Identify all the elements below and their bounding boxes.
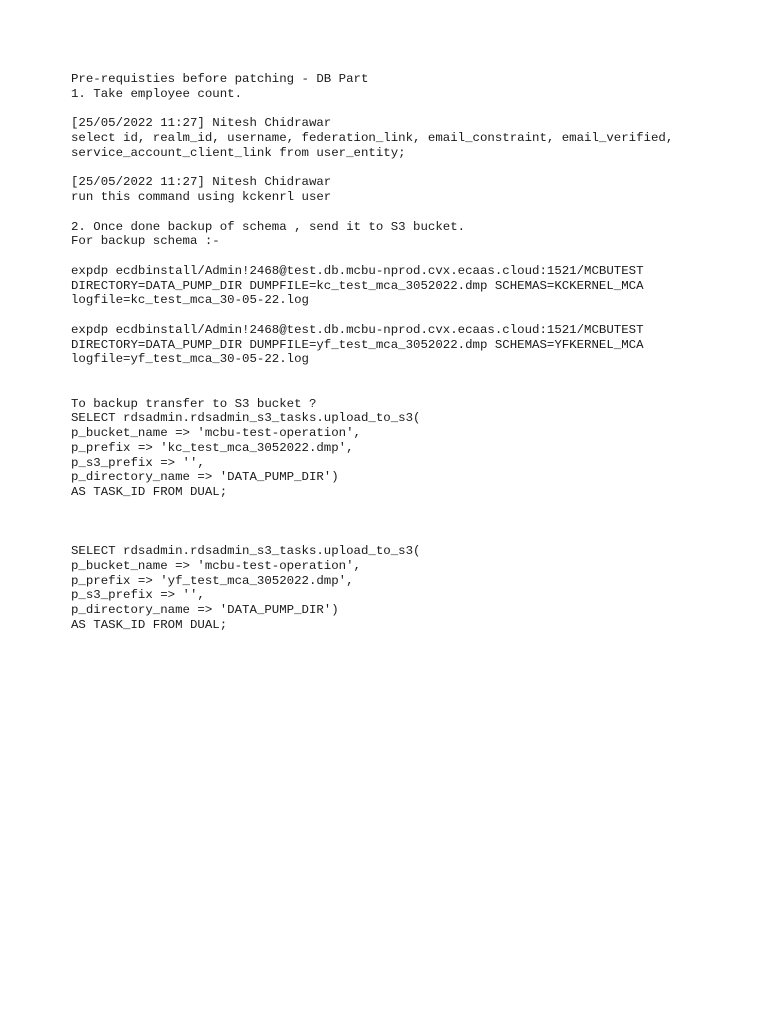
document-text — [71, 72, 751, 633]
blank-line — [71, 102, 751, 117]
document-line: p_bucket_name => 'mcbu-test-operation', — [71, 426, 361, 440]
document-line: AS TASK_ID FROM DUAL; — [71, 485, 228, 499]
blank-line — [71, 515, 751, 530]
document-line: SELECT rdsadmin.rdsadmin_s3_tasks.upload_to_s3( — [71, 411, 421, 426]
document-line: p_bucket_name => 'mcbu-test-operation', — [71, 558, 361, 573]
document-line: For backup schema :- — [71, 234, 220, 249]
blank-line — [71, 308, 751, 323]
document-line: DIRECTORY=DATA_PUMP_DIR DUMPFILE=yf_test_mca_3052022.dmp SCHEMAS=YFKERNEL_MCA — [71, 337, 644, 352]
blank-line — [71, 500, 751, 515]
document-line: AS TASK_ID FROM DUAL; — [71, 617, 228, 632]
document-line: 1. Take employee count. — [71, 86, 243, 101]
blank-line — [71, 249, 751, 264]
document-line: p_directory_name => 'DATA_PUMP_DIR') — [71, 603, 339, 617]
document-line: p_directory_name => 'DATA_PUMP_DIR') — [71, 470, 339, 485]
document-line: logfile=kc_test_mca_30-05-22.log — [71, 293, 309, 308]
document-line: p_s3_prefix => '', — [71, 455, 205, 470]
document-line: 2. Once done backup of schema , send it to S3 bucket. — [71, 219, 466, 234]
document-line: expdp ecdbinstall/Admin!2468@test.db.mcbu-nprod.cvx.ecaas.cloud:1521/MCBUTEST — [71, 322, 644, 337]
document-line: DIRECTORY=DATA_PUMP_DIR DUMPFILE=kc_test_mca_3052022.dmp SCHEMAS=KCKERNEL_MCA — [71, 278, 644, 293]
document-line: p_prefix => 'kc_test_mca_3052022.dmp', — [71, 440, 354, 455]
blank-line — [71, 205, 751, 220]
blank-line — [71, 161, 751, 176]
document-line: Pre-requisties before patching - DB Part — [71, 72, 369, 86]
document-line: To backup transfer to S3 bucket ? — [71, 396, 317, 411]
blank-line — [71, 382, 751, 397]
document-line: logfile=yf_test_mca_30-05-22.log — [71, 352, 309, 367]
document-line: SELECT rdsadmin.rdsadmin_s3_tasks.upload_to_s3( — [71, 544, 421, 558]
blank-line — [71, 367, 751, 382]
document-line: run this command using kckenrl user — [71, 190, 332, 204]
document-line: p_s3_prefix => '', — [71, 588, 205, 603]
document-line: [25/05/2022 11:27] Nitesh Chidrawar — [71, 175, 332, 190]
blank-line — [71, 529, 751, 544]
document-line: select id, realm_id, username, federation_link, email_constraint, email_verified, — [71, 131, 674, 145]
document-line: expdp ecdbinstall/Admin!2468@test.db.mcbu-nprod.cvx.ecaas.cloud:1521/MCBUTEST — [71, 263, 644, 278]
document-line: [25/05/2022 11:27] Nitesh Chidrawar — [71, 116, 332, 131]
document-line: p_prefix => 'yf_test_mca_3052022.dmp', — [71, 573, 354, 588]
document-line: service_account_client_link from user_entity; — [71, 145, 406, 160]
